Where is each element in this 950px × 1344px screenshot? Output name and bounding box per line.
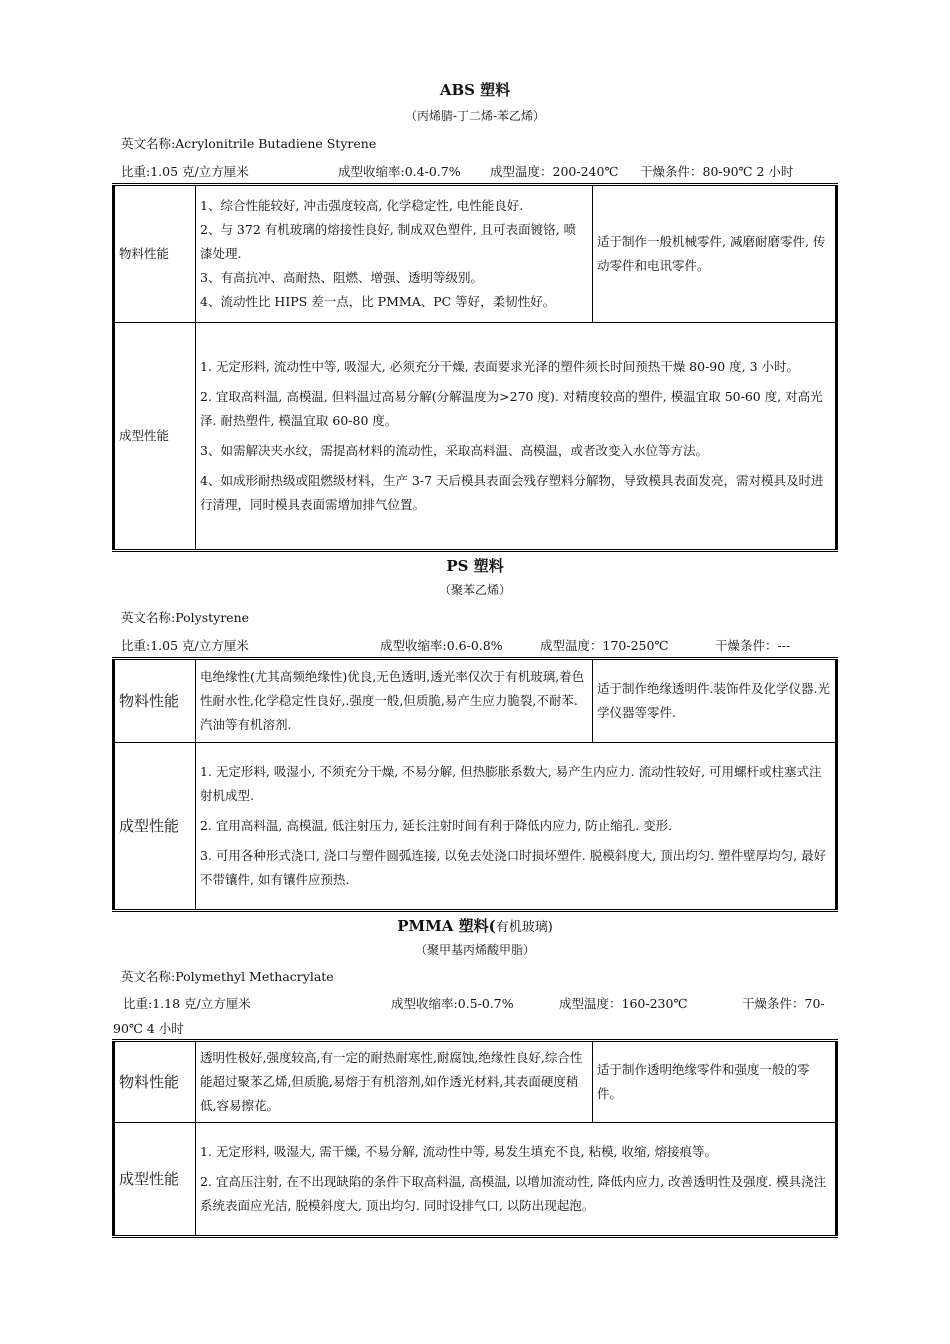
abs-molding-prop-4: 4、如成形耐热级或阻燃级材料，生产 3-7 天后模具表面会残存塑料分解物，导致模具表面发亮，需对模具及时进行清理，同时模具表面需增加排气位置。 (200, 473, 824, 512)
ps-title: PS 塑料 (446, 557, 504, 575)
abs-molding-prop-2: 2. 宜取高料温, 高模温, 但料温过高易分解(分解温度为>270 度). 对精度较高的塑件, 模温宜取 50-60 度, 对高光泽. 耐热塑件, 模温宜取 60-80 度。 (200, 389, 823, 428)
pmma-title-main: PMMA 塑料( (397, 917, 496, 935)
pmma-material-props (196, 1041, 593, 1123)
abs-material-props (196, 185, 593, 323)
abs-shrinkage: 成型收缩率:0.4-0.7% (338, 164, 461, 179)
abs-molding-prop-3: 3、如需解决夹水纹，需提高材料的流动性，采取高料温、高模温，或者改变入水位等方法。 (200, 443, 708, 458)
abs-material-prop-1: 1、综合性能较好, 冲击强度较高, 化学稳定性, 电性能良好. (200, 198, 524, 213)
abs-density: 比重:1.05 克/立方厘米 (121, 164, 249, 179)
ps-molding-props (196, 743, 837, 911)
abs-spec-table (112, 183, 838, 552)
ps-subtitle: （聚苯乙烯） (438, 583, 511, 597)
abs-application: 适于制作一般机械零件, 减磨耐磨零件, 传动零件和电讯零件。 (593, 185, 837, 323)
pmma-density: 比重:1.18 克/立方厘米 (123, 996, 251, 1011)
pmma-application: 适于制作透明绝缘零件和强度一般的零件。 (593, 1041, 837, 1123)
abs-material-prop-3: 3、有高抗冲、高耐热、阻燃、增强、透明等级别。 (200, 270, 483, 285)
pmma-temperature: 成型温度：160-230℃ (559, 996, 688, 1011)
abs-molding-prop-1: 1. 无定形料, 流动性中等, 吸湿大, 必须充分干燥, 表面要求光泽的塑件须长时间预热干燥 80-90 度, 3 小时。 (200, 359, 800, 374)
pmma-molding-props (196, 1123, 837, 1237)
ps-molding-prop-1: 1. 无定形料, 吸湿小, 不须充分干燥, 不易分解, 但热膨胀系数大, 易产生内应力. 流动性较好, 可用螺杆或柱塞式注射机成型. (200, 764, 822, 803)
abs-subtitle: （丙烯腈-丁二烯-苯乙烯） (404, 109, 546, 123)
ps-density: 比重:1.05 克/立方厘米 (121, 638, 249, 653)
ps-shrinkage: 成型收缩率:0.6-0.8% (380, 638, 503, 653)
pmma-drying: 干燥条件：70- (742, 996, 825, 1011)
pmma-title-note: 有机玻璃) (495, 920, 553, 935)
ps-application: 适于制作绝缘透明件.装饰件及化学仪器.光学仪器等零件. (593, 659, 837, 743)
ps-spec-table (112, 657, 838, 912)
ps-molding-label: 成型性能 (114, 743, 196, 911)
abs-material-prop-2: 2、与 372 有机玻璃的熔接性良好, 制成双色塑件, 且可表面镀铬, 喷漆处理. (200, 222, 577, 261)
pmma-spec-table (112, 1039, 838, 1238)
pmma-english-name: 英文名称:Polymethyl Methacrylate (121, 969, 334, 984)
ps-english-name: 英文名称:Polystyrene (121, 610, 250, 625)
ps-material-label: 物料性能 (114, 659, 196, 743)
pmma-shrinkage: 成型收缩率:0.5-0.7% (391, 996, 514, 1011)
pmma-material-prop-1: 透明性极好,强度较高,有一定的耐热耐寒性,耐腐蚀,绝缘性良好,综合性能超过聚苯乙烯,但质脆,易熔于有机溶剂,如作透光材料,其表面硬度稍低,容易擦花。 (200, 1050, 583, 1113)
ps-material-props (196, 659, 593, 743)
pmma-molding-prop-2: 2. 宜高压注射, 在不出现缺陷的条件下取高料温, 高模温, 以增加流动性, 降低内应力, 改善透明性及强度. 模具浇注系统表面应光洁, 脱模斜度大, 顶出均匀. 同时设排气口, 以防出现起泡。 (200, 1174, 827, 1213)
ps-material-prop-1: 电绝缘性(尤其高频绝缘性)优良,无色透明,透光率仅次于有机玻璃,着色性耐水性,化学稳定性良好,.强度一般,但质脆,易产生应力脆裂,不耐苯.汽油等有机溶剂. (200, 669, 585, 732)
pmma-material-label: 物料性能 (114, 1041, 196, 1123)
pmma-subtitle: （聚甲基丙烯酸甲脂） (414, 943, 535, 957)
abs-title: ABS 塑料 (439, 81, 511, 99)
pmma-title (0, 915, 950, 936)
pmma-molding-label: 成型性能 (114, 1123, 196, 1237)
pmma-molding-prop-1: 1. 无定形料, 吸湿大, 需干燥, 不易分解, 流动性中等, 易发生填充不良, 粘模, 收缩, 熔接痕等。 (200, 1144, 717, 1159)
abs-molding-label: 成型性能 (114, 323, 196, 551)
ps-molding-prop-3: 3. 可用各种形式浇口, 浇口与塑件圆弧连接, 以免去处浇口时损坏塑件. 脱模斜度大, 顶出均匀. 塑件壁厚均匀, 最好不带镶件, 如有镶件应预热. (200, 848, 827, 887)
ps-drying: 干燥条件：--- (715, 638, 791, 653)
abs-molding-props (196, 323, 837, 551)
abs-drying: 干燥条件：80-90℃ 2 小时 (640, 164, 794, 179)
ps-temperature: 成型温度：170-250℃ (540, 638, 669, 653)
abs-english-name: 英文名称:Acrylonitrile Butadiene Styrene (121, 136, 377, 151)
abs-material-label: 物料性能 (114, 185, 196, 323)
ps-molding-prop-2: 2. 宜用高料温, 高模温, 低注射压力, 延长注射时间有利于降低内应力, 防止缩孔. 变形. (200, 818, 673, 833)
abs-temperature: 成型温度：200-240℃ (490, 164, 619, 179)
abs-material-prop-4: 4、流动性比 HIPS 差一点，比 PMMA、PC 等好，柔韧性好。 (200, 294, 556, 309)
pmma-drying-cont: 90℃ 4 小时 (113, 1021, 184, 1036)
